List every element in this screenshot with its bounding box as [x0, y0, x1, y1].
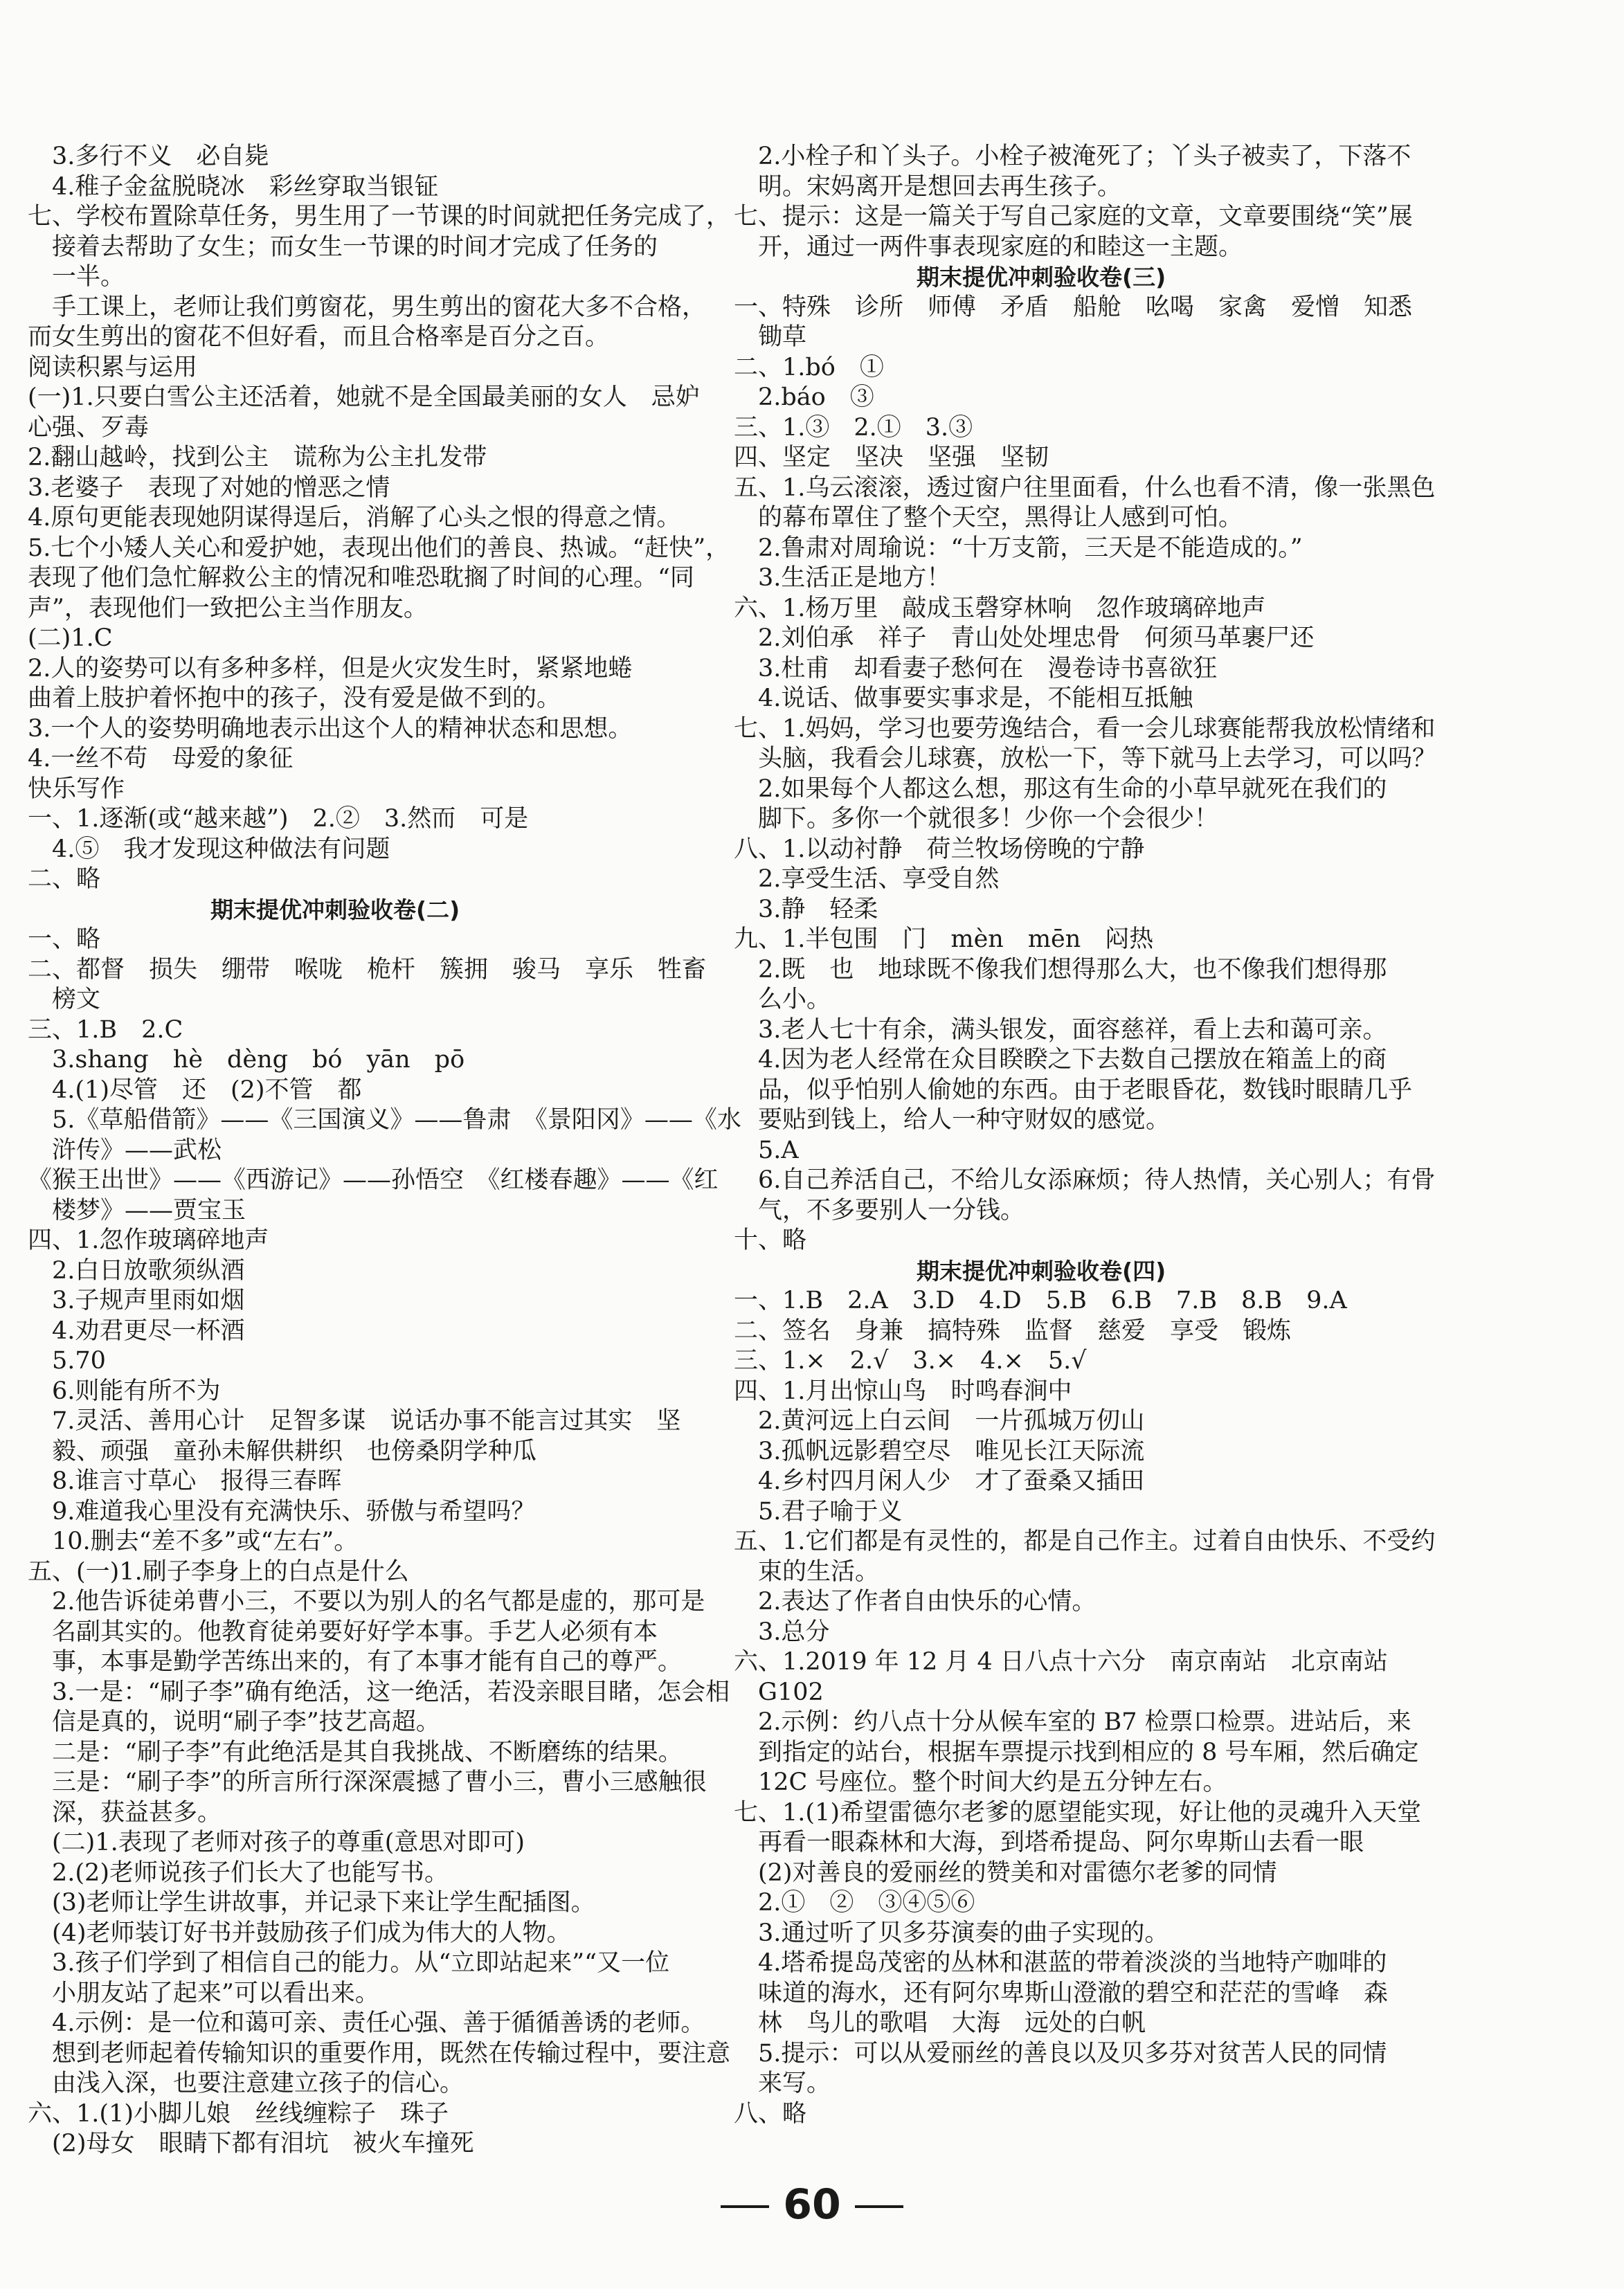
answer-line: 味道的海水，还有阿尔卑斯山澄澈的碧空和茫茫的雪峰 森: [734, 1979, 1389, 2007]
answer-line: 一、特殊 诊所 师傅 矛盾 船舱 吆喝 家禽 爱憎 知悉: [734, 293, 1413, 321]
answer-line: 二、签名 身兼 搞特殊 监督 慈爱 享受 锻炼: [734, 1317, 1292, 1345]
answer-line: 接着去帮助了女生；而女生一节课的时间才完成了任务的: [28, 233, 658, 261]
answer-line: (4)老师装订好书并鼓励孩子们成为伟大的人物。: [28, 1919, 571, 1947]
answer-line: 3.多行不义 必自毙: [28, 143, 269, 170]
answer-line: 的幕布罩住了整个天空，黑得让人感到可怕。: [734, 504, 1243, 532]
right-answer-column: [734, 142, 1606, 2129]
answer-line: 2.báo ③: [734, 383, 874, 411]
answer-line: 毅、顽强 童孙未解供耕织 也傍桑阴学种瓜: [28, 1437, 537, 1465]
answer-line: 六、1.杨万里 敲成玉磬穿林响 忽作玻璃碎地声: [734, 594, 1266, 622]
answer-line: 手工课上，老师让我们剪窗花，男生剪出的窗花大多不合格，: [28, 293, 707, 321]
answer-line: 3.一是：“刷子李”确有绝活，这一绝活，若没亲眼目睹，怎会相: [28, 1678, 730, 1706]
answer-line: 十、略: [734, 1227, 807, 1254]
answer-line: 九、1.半包围 门 mèn mēn 闷热: [734, 925, 1154, 953]
answer-line: 5.七个小矮人关心和爱护她，表现出他们的善良、热诚。“赶快”，: [28, 534, 730, 562]
answer-line: 6.自己养活自己，不给儿女添麻烦；待人热情，关心别人；有骨: [734, 1166, 1436, 1194]
answer-line: 声”，表现他们一致把公主当作朋友。: [28, 594, 428, 622]
section-heading: 期末提优冲刺验收卷(四): [734, 1257, 1166, 1285]
answer-line: 6.则能有所不为: [28, 1377, 221, 1405]
answer-line: 束的生活。: [734, 1557, 880, 1586]
page-number-footer: [0, 2180, 1624, 2229]
answer-line: 五、1.它们都是有灵性的，都是自己作主。过着自由快乐、不受约: [734, 1528, 1436, 1555]
answer-line: 4.稚子金盆脱晓冰 彩丝穿取当银钲: [28, 172, 439, 201]
answer-line: 而女生剪出的窗花不但好看，而且合格率是百分之百。: [28, 323, 610, 351]
answer-line: 4.塔希提岛茂密的丛林和湛蓝的带着淡淡的当地特产咖啡的: [734, 1949, 1387, 1977]
answer-line: 2.表达了作者自由快乐的心情。: [734, 1588, 1097, 1616]
section-heading: 期末提优冲刺验收卷(三): [734, 264, 1166, 291]
answer-line: 4.因为老人经常在众目睽睽之下去数自己摆放在箱盖上的商: [734, 1046, 1387, 1074]
answer-line: 小朋友站了起来”可以看出来。: [28, 1979, 379, 2007]
answer-line: G102: [734, 1678, 824, 1706]
answer-line: 二、略: [28, 865, 101, 893]
answer-line: (2)母女 眼睛下都有泪坑 被火车撞死: [28, 2130, 474, 2157]
answer-line: 2.享受生活、享受自然: [734, 865, 1000, 893]
answer-line: 楼梦》——贾宝玉: [28, 1196, 246, 1224]
answer-line: 4.示例：是一位和蔼可亲、责任心强、善于循循善诱的老师。: [28, 2009, 705, 2037]
footer-dash-right: [855, 2205, 903, 2208]
answer-line: 七、1.妈妈，学习也要劳逸结合，看一会儿球赛能帮我放松情绪和: [734, 714, 1436, 743]
answer-line: 四、1.忽作玻璃碎地声: [28, 1227, 269, 1254]
answer-line: 八、略: [734, 2099, 807, 2128]
answer-line: 三、1.③ 2.① 3.③: [734, 413, 973, 442]
answer-line: (3)老师让学生讲故事，并记录下来让学生配插图。: [28, 1889, 595, 1917]
answer-line: 2.示例：约八点十分从候车室的 B7 检票口检票。进站后，来: [734, 1708, 1411, 1736]
answer-line: 8.谁言寸草心 报得三春晖: [28, 1467, 342, 1495]
answer-line: 3.老人七十有余，满头银发，面容慈祥，看上去和蔼可亲。: [734, 1015, 1387, 1044]
answer-line: 9.难道我心里没有充满快乐、骄傲与希望吗？: [28, 1497, 536, 1526]
answer-line: 3.子规声里雨如烟: [28, 1287, 245, 1314]
answer-line: 六、1.(1)小脚儿娘 丝线缠粽子 珠子: [28, 2099, 449, 2128]
answer-line: 2.小栓子和丫头子。小栓子被淹死了；丫头子被卖了，下落不: [734, 143, 1411, 170]
answer-line: (一)1.只要白雪公主还活着，她就不是全国最美丽的女人 忌妒: [28, 383, 700, 411]
answer-line: 五、(一)1.刷子李身上的白点是什么: [28, 1557, 409, 1586]
answer-line: 二、都督 损失 绷带 喉咙 桅杆 簇拥 骏马 享乐 牲畜: [28, 955, 707, 984]
answer-line: 快乐写作: [28, 775, 125, 803]
answer-line: 锄草: [734, 323, 807, 351]
answer-line: 5.提示：可以从爱丽丝的善良以及贝多芬对贫苦人民的同情: [734, 2039, 1387, 2068]
answer-line: 三、1.B 2.C: [28, 1015, 183, 1044]
answer-line: 头脑，我看会儿球赛，放松一下，等下就马上去学习，可以吗？: [734, 745, 1437, 772]
answer-line: 么小。: [734, 986, 831, 1013]
answer-line: 2.白日放歌须纵酒: [28, 1256, 245, 1285]
answer-line: 3.shang hè dèng bó yān pō: [28, 1046, 465, 1074]
answer-line: 林 鸟儿的歌唱 大海 远处的白帆: [734, 2009, 1146, 2037]
answer-line: 到指定的站台，根据车票提示找到相应的 8 号车厢，然后确定: [734, 1738, 1419, 1766]
answer-line: 2.他告诉徒弟曹小三，不要以为别人的名气都是虚的，那可是: [28, 1588, 705, 1616]
answer-line: 五、1.乌云滚滚，透过窗户往里面看，什么也看不清，像一张黑色: [734, 473, 1436, 502]
answer-line: 四、1.月出惊山鸟 时鸣春涧中: [734, 1377, 1072, 1405]
footer-dash-left: [721, 2205, 769, 2208]
answer-line: 三、1.× 2.√ 3.× 4.× 5.√: [734, 1347, 1087, 1375]
answer-line: 2.翻山越岭，找到公主 谎称为公主扎发带: [28, 444, 487, 471]
answer-line: 《猴王出世》——《西游记》——孙悟空 《红楼春趣》——《红: [28, 1166, 719, 1194]
answer-line: 浒传》——武松: [28, 1136, 222, 1164]
answer-line: 表现了他们急忙解救公主的情况和唯恐耽搁了时间的心理。“同: [28, 564, 694, 592]
answer-line: 事，本事是勤学苦练出来的，有了本事才能有自己的尊严。: [28, 1648, 683, 1676]
answer-line: 10.删去“差不多”或“左右”。: [28, 1528, 359, 1555]
answer-line: 一、1.逐渐(或“越来越”) 2.② 3.然而 可是: [28, 805, 529, 833]
answer-line: 七、提示：这是一篇关于写自己家庭的文章，文章要围绕“笑”展: [734, 203, 1413, 230]
answer-line: (2)对善良的爱丽丝的赞美和对雷德尔老爹的同情: [734, 1858, 1277, 1887]
answer-line: 深，获益甚多。: [28, 1798, 222, 1827]
answer-line: 开，通过一两件事表现家庭的和睦这一主题。: [734, 233, 1243, 261]
answer-line: 三是：“刷子李”的所言所行深深震撼了曹小三，曹小三感触很: [28, 1768, 707, 1796]
answer-line: 2.刘伯承 祥子 青山处处埋忠骨 何须马革裹尸还: [734, 624, 1315, 652]
answer-line: 2.(2)老师说孩子们长大了也能写书。: [28, 1858, 449, 1887]
answer-line: 12C 号座位。整个时间大约是五分钟左右。: [734, 1768, 1227, 1796]
answer-line: 7.灵活、善用心计 足智多谋 说话办事不能言过其实 坚: [28, 1407, 681, 1435]
answer-line: 要贴到钱上，给人一种守财奴的感觉。: [734, 1106, 1171, 1134]
answer-line: 一、1.B 2.A 3.D 4.D 5.B 6.B 7.B 8.B 9.A: [734, 1287, 1347, 1314]
answer-line: 4.原句更能表现她阴谋得逞后，消解了心头之恨的得意之情。: [28, 504, 681, 532]
answer-line: 2.人的姿势可以有多种多样，但是火灾发生时，紧紧地蜷: [28, 654, 633, 682]
answer-line: 3.一个人的姿势明确地表示出这个人的精神状态和思想。: [28, 714, 633, 743]
answer-line: 4.劝君更尽一杯酒: [28, 1317, 245, 1345]
answer-line: 心强、歹毒: [28, 413, 150, 442]
answer-line: 4.⑤ 我才发现这种做法有问题: [28, 835, 390, 863]
answer-line: 2.既 也 地球既不像我们想得那么大，也不像我们想得那: [734, 955, 1387, 984]
section-heading: 期末提优冲刺验收卷(二): [28, 896, 460, 923]
answer-line: 4.说话、做事要实事求是，不能相互抵触: [734, 685, 1193, 712]
answer-line: 3.通过听了贝多芬演奏的曲子实现的。: [734, 1919, 1169, 1947]
answer-line: 气，不多要别人一分钱。: [734, 1196, 1025, 1224]
answer-line: 4.一丝不苟 母爱的象征: [28, 745, 294, 772]
answer-line: 二、1.bó ①: [734, 353, 884, 381]
answer-line: 六、1.2019 年 12 月 4 日八点十六分 南京南站 北京南站: [734, 1648, 1388, 1676]
answer-line: 3.杜甫 却看妻子愁何在 漫卷诗书喜欲狂: [734, 654, 1218, 682]
answer-line: 2.① ② ③④⑤⑥: [734, 1889, 975, 1917]
answer-line: 5.70: [28, 1347, 106, 1375]
answer-line: 七、学校布置除草任务，男生用了一节课的时间就把任务完成了，: [28, 203, 731, 230]
answer-line: 阅读积累与运用: [28, 353, 198, 381]
answer-line: 一半。: [28, 263, 125, 291]
answer-line: 曲着上肢护着怀抱中的孩子，没有爱是做不到的。: [28, 685, 561, 712]
answer-line: 想到老师起着传输知识的重要作用，既然在传输过程中，要注意: [28, 2039, 731, 2068]
answer-line: 2.鲁肃对周瑜说：“十万支箭，三天是不能造成的。”: [734, 534, 1303, 562]
answer-line: 3.孤帆远影碧空尽 唯见长江天际流: [734, 1437, 1145, 1465]
answer-line: 信是真的，说明“刷子李”技艺高超。: [28, 1708, 440, 1736]
answer-line: 5.A: [734, 1136, 799, 1164]
answer-line: 由浅入深，也要注意建立孩子的信心。: [28, 2070, 464, 2097]
answer-line: 2.黄河远上白云间 一片孤城万仞山: [734, 1407, 1145, 1435]
answer-line: 脚下。多你一个就很多！少你一个会很少！: [734, 805, 1219, 833]
answer-line: 明。宋妈离开是想回去再生孩子。: [734, 172, 1122, 201]
answer-line: 5.《草船借箭》——《三国演义》——鲁肃 《景阳冈》——《水: [28, 1106, 741, 1134]
answer-line: 5.君子喻于义: [734, 1497, 903, 1526]
answer-line: 3.总分: [734, 1618, 830, 1646]
answer-line: 4.(1)尽管 还 (2)不管 都: [28, 1076, 362, 1104]
answer-line: 一、略: [28, 925, 101, 953]
answer-line: 名副其实的。他教育徒弟要好好学本事。手艺人必须有本: [28, 1618, 658, 1646]
answer-line: 八、1.以动衬静 荷兰牧场傍晚的宁静: [734, 835, 1145, 863]
answer-line: 品，似乎怕别人偷她的东西。由于老眼昏花，数钱时眼睛几乎: [734, 1076, 1413, 1104]
answer-line: 七、1.(1)希望雷德尔老爹的愿望能实现，好让他的灵魂升入天堂: [734, 1798, 1421, 1827]
answer-line: 再看一眼森林和大海，到塔希提岛、阿尔卑斯山去看一眼: [734, 1829, 1364, 1856]
answer-line: 3.生活正是地方！: [734, 564, 951, 592]
answer-line: (二)1.C: [28, 624, 113, 652]
answer-line: 3.老婆子 表现了对她的憎恶之情: [28, 473, 390, 502]
answer-line: 四、坚定 坚决 坚强 坚韧: [734, 444, 1049, 471]
answer-line: 2.如果每个人都这么想，那这有生命的小草早就死在我们的: [734, 775, 1387, 803]
answer-line: 来写。: [734, 2070, 831, 2097]
page-number: 60: [783, 2180, 841, 2229]
left-answer-column: [28, 142, 748, 2160]
answer-line: 4.乡村四月闲人少 才了蚕桑又插田: [734, 1467, 1145, 1495]
answer-line: 榜文: [28, 986, 101, 1013]
answer-line: (二)1.表现了老师对孩子的尊重(意思对即可): [28, 1829, 525, 1856]
answer-line: 二是：“刷子李”有此绝活是其自我挑战、不断磨练的结果。: [28, 1738, 683, 1766]
answer-line: 3.孩子们学到了相信自己的能力。从“立即站起来”“又一位: [28, 1949, 670, 1977]
answer-line: 3.静 轻柔: [734, 895, 878, 923]
